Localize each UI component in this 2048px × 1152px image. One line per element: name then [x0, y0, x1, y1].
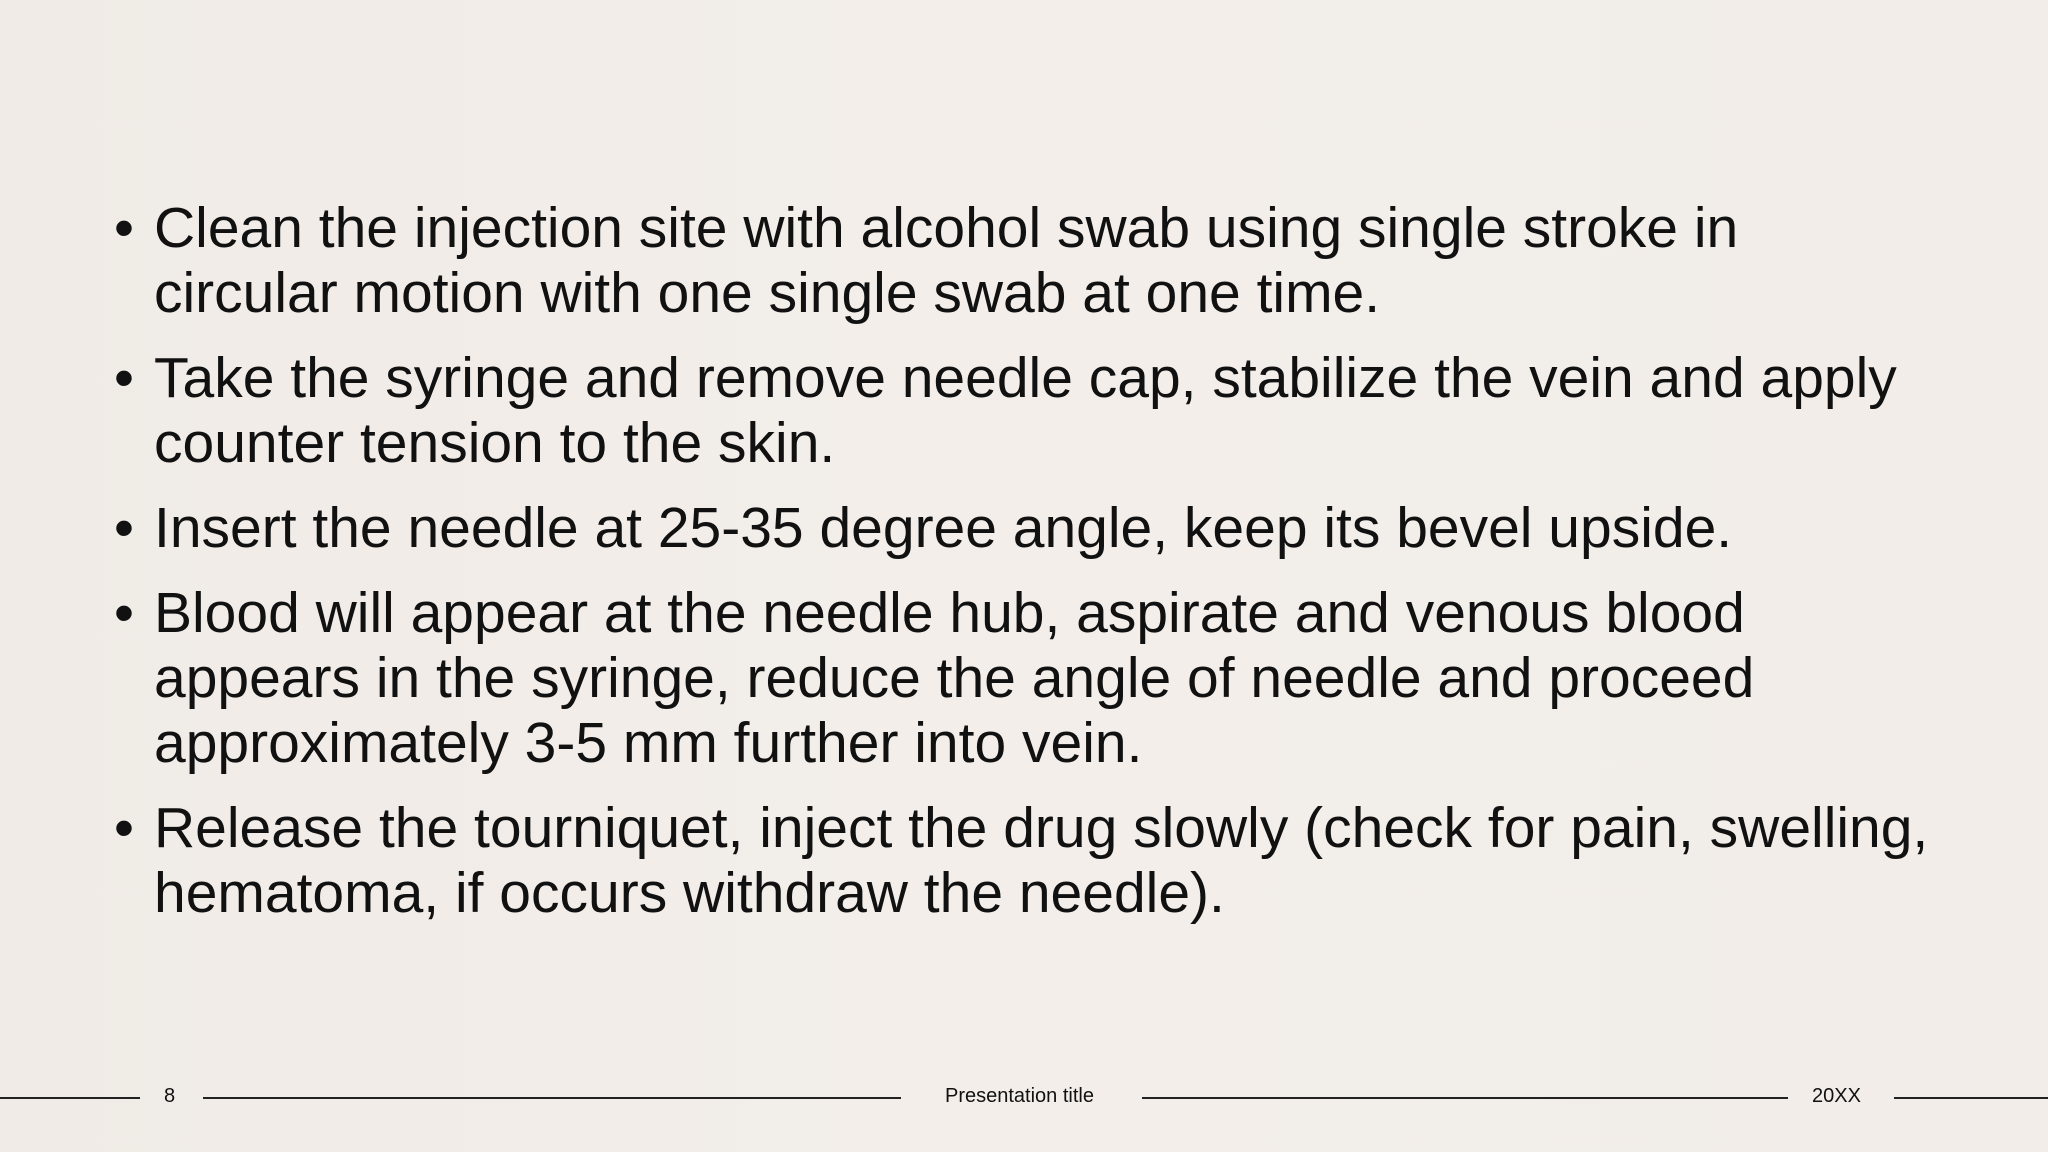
- bullet-text: Blood will appear at the needle hub, aspirate and venous blood appears in the syringe, reduce the angle of needle and proceed approximately 3-5 mm further into vein.: [154, 581, 1755, 775]
- footer-divider-left: [0, 1097, 140, 1099]
- slide-footer: [0, 1080, 2048, 1114]
- slide-content: [110, 196, 1930, 946]
- bullet-text: Insert the needle at 25-35 degree angle, keep its bevel upside.: [154, 496, 1733, 560]
- bullet-text: Release the tourniquet, inject the drug slowly (check for pain, swelling, hematoma, if occurs withdraw the needle).: [154, 796, 1929, 925]
- footer-divider-center-left: [203, 1097, 901, 1099]
- bullet-item: [110, 581, 1930, 776]
- presentation-title: Presentation title: [945, 1085, 1094, 1107]
- bullet-item: [110, 496, 1930, 561]
- footer-date: 20XX: [1812, 1085, 1861, 1107]
- bullet-text: Clean the injection site with alcohol swab using single stroke in circular motion with one single swab at one time.: [154, 196, 1739, 325]
- footer-divider-center-right: [1142, 1097, 1788, 1099]
- bullet-item: [110, 196, 1930, 326]
- bullet-dot-icon: •: [114, 581, 134, 645]
- bullet-dot-icon: •: [114, 796, 134, 860]
- bullet-list: [110, 196, 1930, 926]
- bullet-item: [110, 346, 1930, 476]
- page-number: 8: [164, 1085, 176, 1107]
- bullet-text: Take the syringe and remove needle cap, stabilize the vein and apply counter tension to the skin.: [154, 346, 1897, 475]
- bullet-item: [110, 796, 1930, 926]
- bullet-dot-icon: •: [114, 346, 134, 410]
- footer-divider-right: [1894, 1097, 2048, 1099]
- bullet-dot-icon: •: [114, 196, 134, 260]
- bullet-dot-icon: •: [114, 496, 134, 560]
